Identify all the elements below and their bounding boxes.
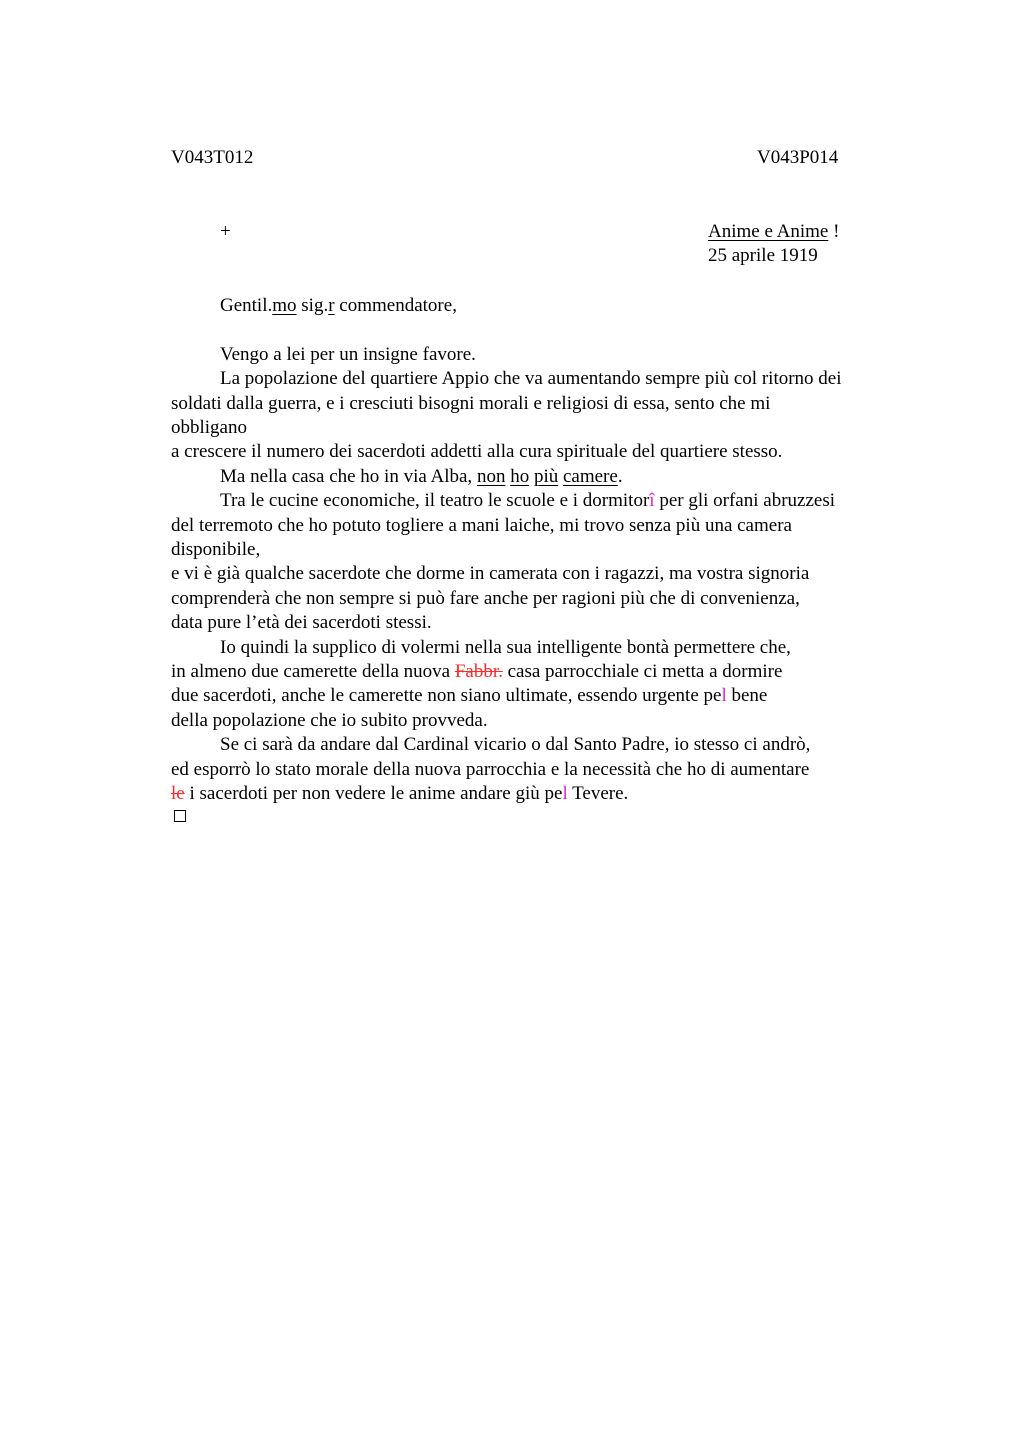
underlined-word: non (476, 466, 506, 487)
text-run: . (617, 466, 623, 487)
salutation-part: Gentil. (220, 295, 273, 316)
salutation-part: commendatore, (334, 295, 457, 316)
inserted-text: l (721, 685, 727, 706)
underlined-word: ho (510, 466, 530, 487)
body-line: La popolazione del quartiere Appio che va aumentando sempre più col ritorno dei (220, 368, 842, 389)
body-line: e vi è già qualche sacerdote che dorme in camerata con i ragazzi, ma vostra signoria (171, 563, 810, 584)
body-line (220, 465, 623, 489)
body-line: soldati dalla guerra, e i cresciuti bisogni morali e religiosi di essa, sento che mi (171, 393, 771, 414)
body-line: Vengo a lei per un insigne favore. (220, 344, 476, 365)
text-run: Tevere. (567, 783, 629, 804)
body-line (171, 660, 782, 684)
inserted-text: l (562, 783, 568, 804)
text-run: due sacerdoti, anche le camerette non siano ultimate, essendo urgente pe (171, 685, 722, 706)
body-line (171, 684, 767, 708)
text-run: per gli orfani abruzzesi (654, 490, 835, 511)
body-line: disponibile, (171, 539, 261, 560)
underlined-word: più (533, 466, 559, 487)
salutation-superscript: mo (272, 295, 297, 316)
text-run: Ma nella casa che ho in via Alba, (220, 466, 477, 487)
inserted-text: î (649, 490, 655, 511)
body-line (220, 489, 835, 513)
body-line: della popolazione che io subito provveda. (171, 710, 488, 731)
body-line (171, 782, 628, 806)
body-line: Se ci sarà da andare dal Cardinal vicario o dal Santo Padre, io stesso ci andrò, (220, 734, 811, 755)
body-line: obbligano (171, 417, 247, 438)
salutation (220, 294, 457, 318)
body-line: comprenderà che non sempre si può fare anche per ragioni più che di convenienza, (171, 588, 800, 609)
document-code-left: V043T012 (171, 147, 254, 168)
salutation-part: sig. (296, 295, 329, 316)
letter-title (708, 220, 839, 244)
letter-title-suffix: ! (828, 221, 840, 242)
text-run: bene (726, 685, 768, 706)
body-line: Io quindi la supplico di volermi nella sua intelligente bontà permettere che, (220, 637, 791, 658)
salutation-superscript: r (328, 295, 335, 316)
text-run: casa parrocchiale ci metta a dormire (502, 661, 783, 682)
text-run: i sacerdoti per non vedere le anime andare giù pe (184, 783, 563, 804)
letter-title-text: Anime e Anime (708, 221, 829, 242)
body-line: a crescere il numero dei sacerdoti addetti alla cura spirituale del quartiere stesso. (171, 441, 783, 462)
letter-date: 25 aprile 1919 (708, 245, 818, 266)
underlined-word: camere (562, 466, 618, 487)
text-run: in almeno due camerette della nuova (171, 661, 455, 682)
body-line: ed esporrò lo stato morale della nuova parrocchia e la necessità che ho di aumentare (171, 759, 810, 780)
cross-mark: + (220, 221, 231, 242)
body-line: del terremoto che ho potuto togliere a mani laiche, mi trovo senza più una camera (171, 515, 792, 536)
body-line: data pure l’età dei sacerdoti stessi. (171, 612, 432, 633)
text-run: Tra le cucine economiche, il teatro le scuole e i dormitor (220, 490, 650, 511)
end-box-icon (174, 810, 186, 822)
deleted-text: Fabbr. (454, 661, 503, 682)
document-code-right: V043P014 (757, 147, 839, 168)
deleted-text: le (171, 783, 185, 804)
